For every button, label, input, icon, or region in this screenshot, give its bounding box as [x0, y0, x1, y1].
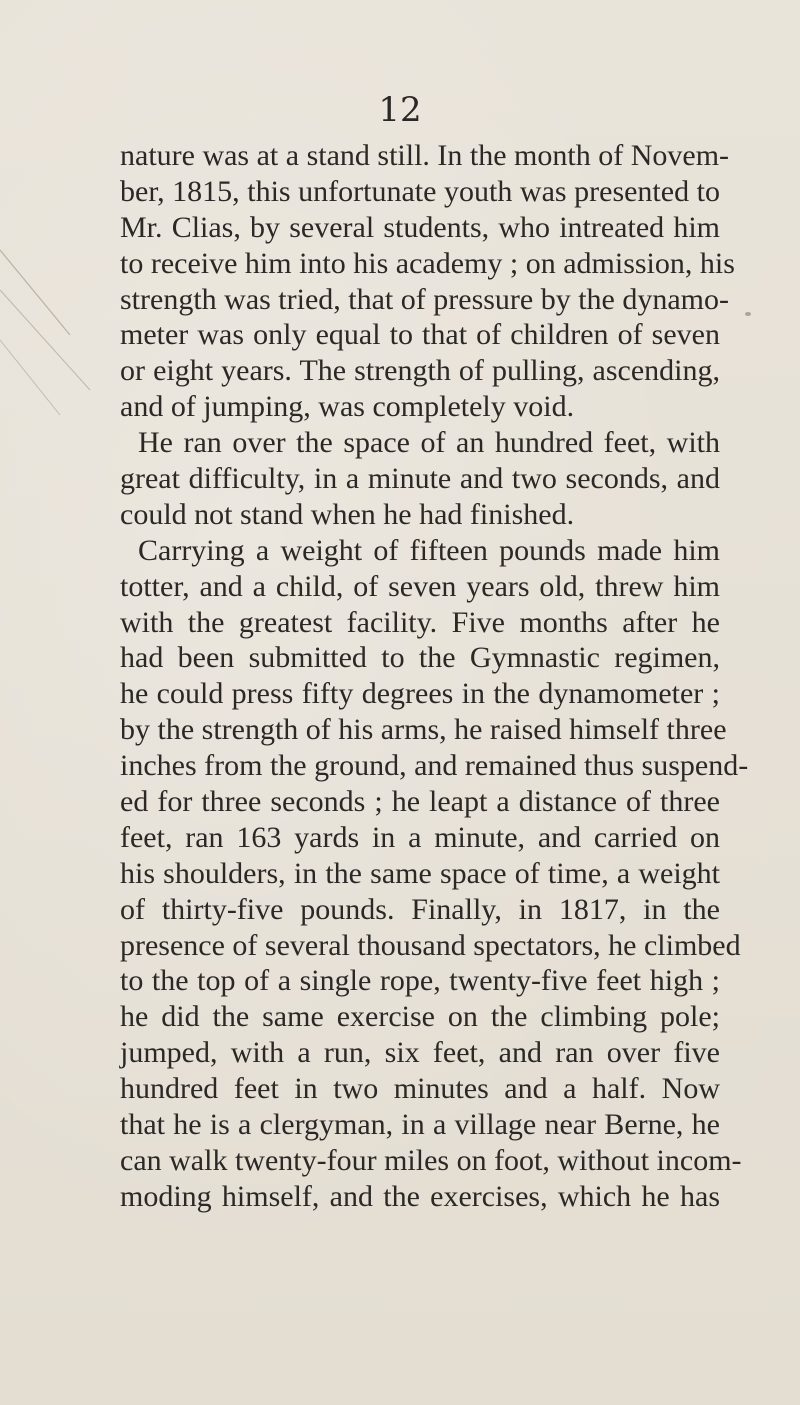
text-line: or eight years. The strength of pulling, ascending, — [120, 354, 720, 388]
text-line: meter was only equal to that of children of seven — [120, 318, 720, 352]
text-line: to the top of a single rope, twenty-five feet high ; — [120, 964, 720, 998]
text-line: Mr. Clias, by several students, who intreated him — [120, 210, 720, 244]
text-line: with the greatest facility. Five months after he — [120, 605, 720, 639]
text-line: he did the same exercise on the climbing pole; — [120, 1000, 720, 1034]
text-line: that he is a clergyman, in a village near Berne, he — [120, 1108, 720, 1142]
page-number: 12 — [378, 90, 422, 130]
paper-crease-marks — [0, 240, 120, 440]
text-line: moding himself, and the exercises, which he has — [120, 1179, 720, 1213]
text-line: jumped, with a run, six feet, and ran over five — [120, 1036, 720, 1070]
text-line: presence of several thousand spectators, he climbed — [120, 928, 741, 962]
text-line: his shoulders, in the same space of time, a weight — [120, 856, 720, 890]
text-line: nature was at a stand still. In the month of Novem- — [120, 139, 730, 172]
text-line: He ran over the space of an hundred feet, with — [138, 426, 720, 460]
text-line: great difficulty, in a minute and two seconds, and — [120, 462, 720, 496]
paper-speck — [745, 312, 751, 316]
text-line: by the strength of his arms, he raised himself three — [120, 713, 727, 747]
text-line: Carrying a weight of fifteen pounds made him — [138, 533, 720, 567]
text-line: feet, ran 163 yards in a minute, and carried on — [120, 820, 720, 854]
text-line: could not stand when he had finished. — [120, 497, 575, 531]
body-text — [120, 138, 749, 1215]
text-line: had been submitted to the Gymnastic regimen, — [120, 641, 720, 675]
text-line: hundred feet in two minutes and a half. Now — [120, 1072, 720, 1106]
text-line: and of jumping, was completely void. — [120, 390, 575, 424]
text-line: strength was tried, that of pressure by the dynamo- — [120, 282, 730, 316]
text-line: totter, and a child, of seven years old, threw him — [120, 569, 720, 603]
text-line: he could press fifty degrees in the dynamometer ; — [120, 677, 720, 711]
text-line: ed for three seconds ; he leapt a distance of three — [120, 785, 720, 819]
text-line: of thirty-five pounds. Finally, in 1817, in the — [120, 892, 720, 926]
text-line: inches from the ground, and remained thus suspend- — [120, 749, 749, 783]
text-line: can walk twenty-four miles on foot, without incom- — [120, 1143, 742, 1177]
text-line: ber, 1815, this unfortunate youth was presented to — [120, 174, 720, 208]
text-line: to receive him into his academy ; on admission, his — [120, 246, 735, 280]
